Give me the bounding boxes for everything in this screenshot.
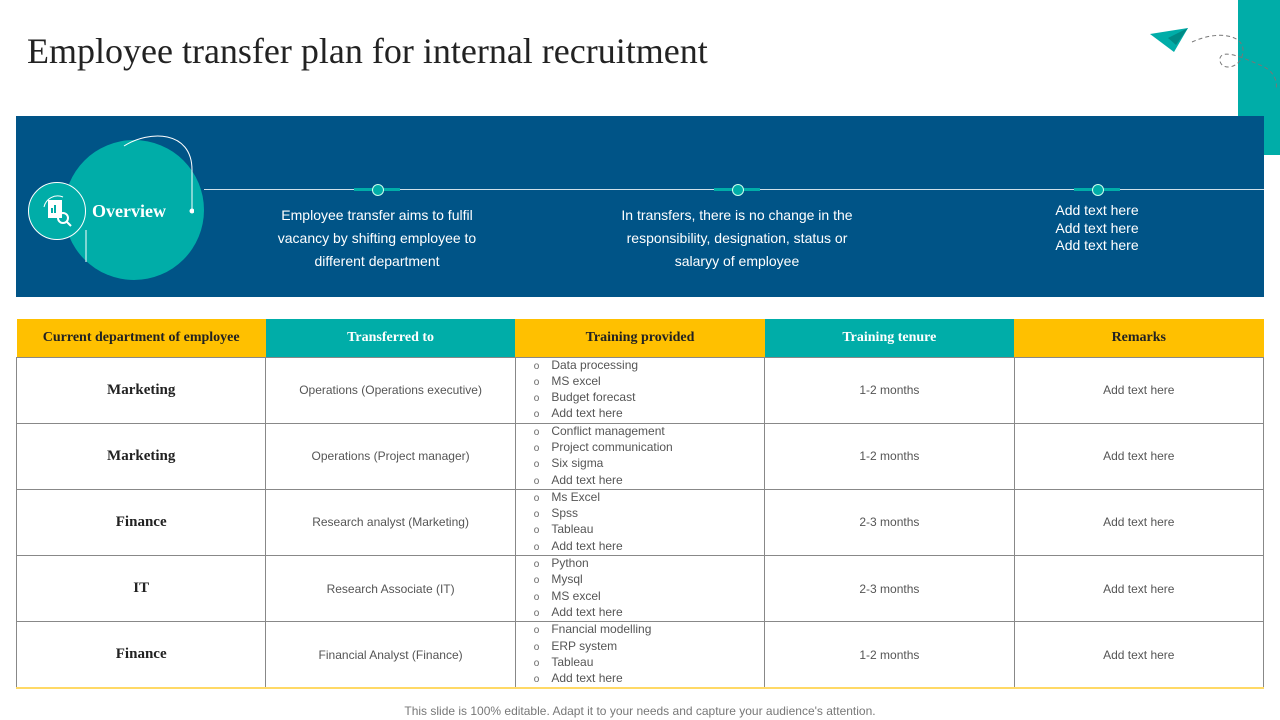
training-item: o Add text here [534, 671, 764, 687]
overview-band [16, 116, 1264, 297]
transferred-to: Operations (Operations executive) [266, 357, 515, 423]
remarks: Add text here [1014, 489, 1263, 555]
training-item: o Data processing [534, 358, 764, 374]
training-item: o Fnancial modelling [534, 622, 764, 638]
overview-point: Employee transfer aims to fulfil vacancy by shifting employee to different department [277, 207, 477, 269]
overview-label: Overview [92, 201, 166, 221]
training-provided [515, 489, 764, 555]
training-tenure: 1-2 months [765, 423, 1014, 489]
current-dept: Marketing [17, 423, 266, 489]
footer-note: This slide is 100% editable. Adapt it to your needs and capture your audience's attention. [404, 704, 876, 718]
timeline-node [354, 184, 400, 194]
overview-point: Add text here Add text here Add text here [1055, 202, 1139, 253]
header-tenure: Training tenure [765, 319, 1014, 357]
remarks: Add text here [1014, 622, 1263, 689]
training-item: o MS excel [534, 374, 764, 390]
training-provided [515, 622, 764, 689]
current-dept: IT [17, 556, 266, 622]
transferred-to: Operations (Project manager) [266, 423, 515, 489]
timeline-node [1074, 184, 1120, 194]
training-item: o Tableau [534, 655, 764, 671]
training-provided [515, 423, 764, 489]
training-tenure: 2-3 months [765, 556, 1014, 622]
transferred-to: Research analyst (Marketing) [266, 489, 515, 555]
training-item: o Budget forecast [534, 390, 764, 406]
page-title: Employee transfer plan for internal recruitment [27, 31, 708, 71]
training-tenure: 1-2 months [765, 622, 1014, 689]
training-provided [515, 357, 764, 423]
training-item: o Mysql [534, 572, 764, 588]
training-item: o Add text here [534, 406, 764, 422]
training-item: o Python [534, 556, 764, 572]
training-item: o Conflict management [534, 424, 764, 440]
overview-point: In transfers, there is no change in the responsibility, designation, status or salaryy of employee [621, 207, 853, 269]
report-search-icon [28, 182, 86, 240]
timeline-node [714, 184, 760, 194]
paper-plane-icon [1148, 20, 1278, 90]
training-item: o Spss [534, 506, 764, 522]
training-provided [515, 556, 764, 622]
training-item: o Add text here [534, 539, 764, 555]
training-item: o Tableau [534, 522, 764, 538]
header-transferred-to: Transferred to [266, 319, 515, 357]
remarks: Add text here [1014, 357, 1263, 423]
transfer-table [16, 319, 1264, 689]
current-dept: Finance [17, 622, 266, 689]
current-dept: Finance [17, 489, 266, 555]
table-row [17, 357, 1264, 423]
transferred-to: Financial Analyst (Finance) [266, 622, 515, 689]
table-row [17, 423, 1264, 489]
training-item: o Add text here [534, 473, 764, 489]
training-item: o Six sigma [534, 456, 764, 472]
remarks: Add text here [1014, 556, 1263, 622]
table-row [17, 622, 1264, 689]
training-tenure: 1-2 months [765, 357, 1014, 423]
training-item: o ERP system [534, 639, 764, 655]
header-current-dept: Current department of employee [17, 319, 266, 357]
header-remarks: Remarks [1014, 319, 1263, 357]
connector-line [84, 130, 194, 270]
table-row [17, 556, 1264, 622]
current-dept: Marketing [17, 357, 266, 423]
training-item: o Project communication [534, 440, 764, 456]
training-item: o Add text here [534, 605, 764, 621]
header-training: Training provided [515, 319, 764, 357]
table-row [17, 489, 1264, 555]
transferred-to: Research Associate (IT) [266, 556, 515, 622]
training-item: o Ms Excel [534, 490, 764, 506]
training-tenure: 2-3 months [765, 489, 1014, 555]
remarks: Add text here [1014, 423, 1263, 489]
training-item: o MS excel [534, 589, 764, 605]
